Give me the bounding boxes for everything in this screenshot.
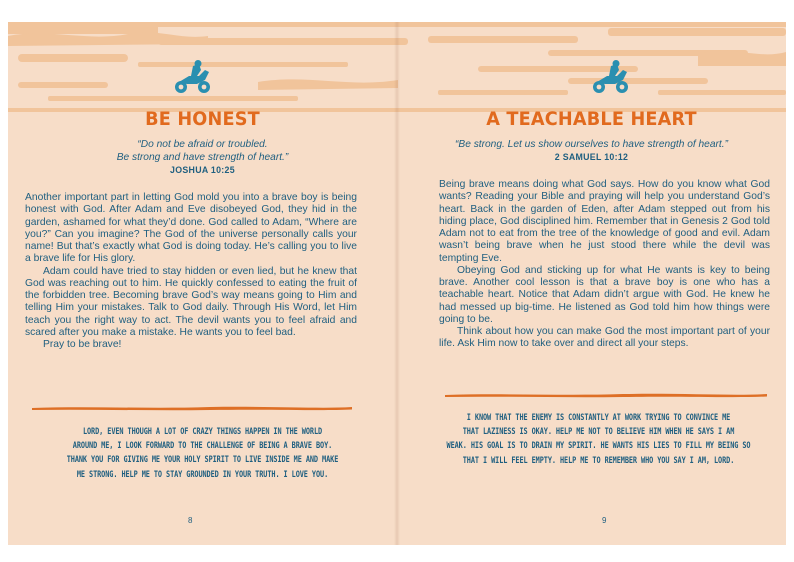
verse-line: “Do not be afraid or troubled.: [137, 139, 268, 150]
verse-line: Be strong and have strength of heart.”: [116, 152, 289, 163]
paragraph: Obeying God and sticking up for what He wants is key to being brave. Another cool lesson is that a brave boy is one who has a teachable heart. Notice that Adam didn’t argue with God. He knew he had messed up big-time. He listened as God told him how things were going to be.: [439, 264, 770, 325]
verse-reference: 2 SAMUEL 10:12: [554, 152, 629, 162]
verse-reference: JOSHUA 10:25: [170, 165, 235, 175]
body-text: [439, 179, 770, 351]
prayer-line: THAT I WILL FEEL EMPTY. HELP ME TO REMEMBER WHO YOU SAY I AM, LORD.: [462, 454, 735, 465]
page-number: 9: [602, 516, 607, 525]
prayer-text: [8, 424, 397, 481]
scripture-verse: [8, 138, 397, 177]
verse-line: “Be strong. Let us show ourselves to have strength of heart.”: [455, 139, 728, 150]
prayer-line: I KNOW THAT THE ENEMY IS CONSTANTLY AT WORK TRYING TO CONVINCE ME: [466, 412, 731, 422]
page-title: A TEACHABLE HEART: [486, 108, 697, 130]
paragraph: Pray to be brave!: [43, 339, 122, 350]
prayer-text: [411, 410, 786, 467]
brush-divider: [443, 391, 769, 399]
paragraph: Another important part in letting God mold you into a brave boy is being honest with God. After Adam and Eve disobeyed God, they hid in the garden, ashamed for what they’d done. God called to Adam, “Where are you?” Can you imagine? The God of the universe personally calls your name! But that’s exactly what God is doing today. He’s calling you to live a brave life for His glory.: [25, 192, 357, 265]
motorcycle-rider-icon: [591, 60, 631, 96]
paragraph: Think about how you can make God the most important part of your life. Ask Him now to take over and direct all your steps.: [439, 326, 770, 350]
prayer-line: ME STRONG. HELP ME TO STAY GROUNDED IN YOUR TRUTH. I LOVE YOU.: [76, 468, 329, 479]
prayer-line: THANK YOU FOR GIVING ME YOUR HOLY SPIRIT TO LIVE INSIDE ME AND MAKE: [66, 454, 339, 465]
prayer-line: AROUND ME, I LOOK FORWARD TO THE CHALLENGE OF BEING A BRAVE BOY.: [72, 440, 333, 451]
page-number: 8: [188, 516, 193, 525]
right-page: [397, 22, 786, 545]
prayer-line: LORD, EVEN THOUGH A LOT OF CRAZY THINGS HAPPEN IN THE WORLD: [82, 426, 323, 436]
paragraph: Being brave means doing what God says. How do you know what God wants? Reading your Bible and praying will help you understand God’s heart. Back in the garden of Eden, after Adam stepped out from his hiding place, God disciplined him. Remember that in Genesis 2 God told Adam not to eat from the tree of the knowledge of good and evil. Adam wasn’t being brave when he just stood there while the devil was tempting Eve.: [439, 179, 770, 264]
prayer-line: THAT LAZINESS IS OKAY. HELP ME NOT TO BELIEVE HIM WHEN HE SAYS I AM: [462, 426, 735, 437]
page-title: BE HONEST: [145, 108, 260, 130]
prayer-line: WEAK. HIS GOAL IS TO DRAIN MY SPIRIT. HE WANTS HIS LIES TO FILL MY BEING SO: [446, 440, 751, 451]
paragraph: Adam could have tried to stay hidden or even lied, but he knew that God was reaching out to him. He quickly confessed to eating the fruit of the forbidden tree. Becoming brave God’s way means going to Him and telling Him your mistakes. Talk to God daily. Through His Word, let Him teach you the right way to act. The devil wants you to feel afraid and scared after you make a mistake. He wants you to feel bad.: [25, 265, 357, 338]
motorcycle-rider-icon: [173, 60, 213, 96]
scripture-verse: [397, 138, 786, 164]
brush-divider: [30, 404, 354, 412]
book-spread: [8, 22, 786, 545]
left-page: [8, 22, 397, 545]
body-text: [25, 192, 357, 351]
